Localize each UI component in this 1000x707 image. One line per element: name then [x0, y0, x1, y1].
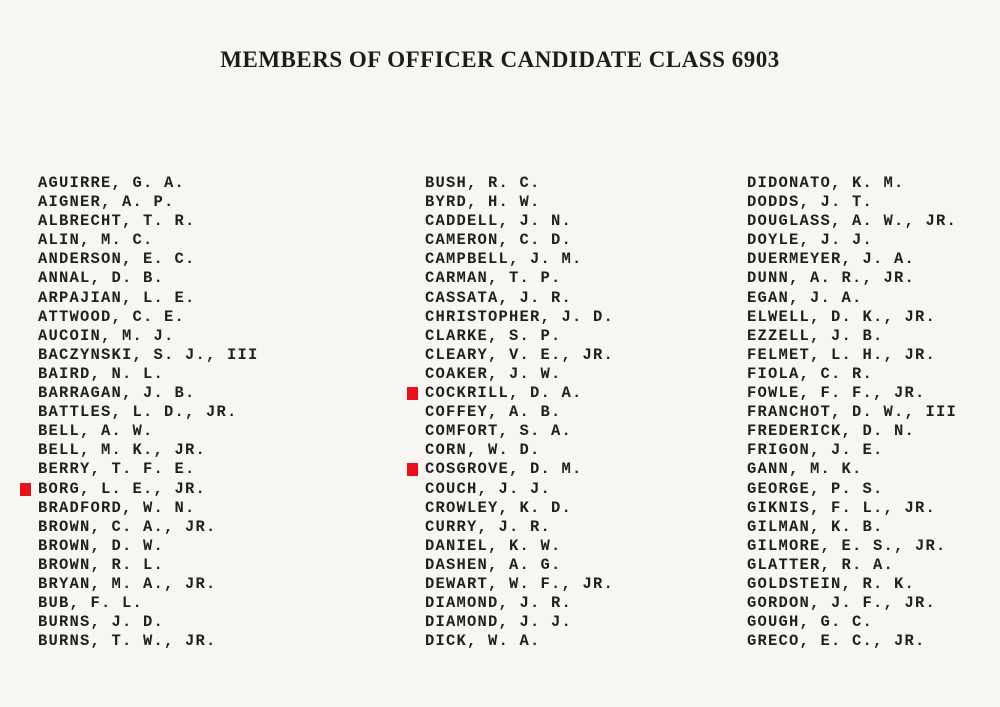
- member-name: GILMORE, E. S., JR.: [747, 536, 947, 555]
- member-name: BATTLES, L. D., JR.: [38, 403, 238, 422]
- member-name: FELMET, L. H., JR.: [747, 345, 937, 364]
- member-name: BURNS, J. D.: [38, 613, 165, 632]
- member-name: ARPAJIAN, L. E.: [38, 288, 196, 307]
- member-name: COFFEY, A. B.: [425, 403, 562, 422]
- member-name: ALIN, M. C.: [38, 231, 154, 250]
- member-name: BROWN, C. A., JR.: [38, 517, 217, 536]
- member-name: AGUIRRE, G. A.: [38, 174, 186, 192]
- member-name: FRANCHOT, D. W., III: [747, 403, 958, 422]
- member-name: BARRAGAN, J. B.: [38, 384, 196, 403]
- member-name: BRYAN, M. A., JR.: [38, 574, 217, 593]
- member-name: COUCH, J. J.: [425, 479, 552, 498]
- member-name: COMFORT, S. A.: [425, 422, 573, 441]
- member-name: GILMAN, K. B.: [747, 517, 884, 536]
- member-name: COAKER, J. W.: [425, 364, 562, 383]
- member-name: DIAMOND, J. R.: [425, 594, 573, 613]
- member-column-1: [38, 174, 259, 651]
- member-name: GOLDSTEIN, R. K.: [747, 574, 916, 593]
- member-name: BROWN, D. W.: [38, 536, 165, 555]
- member-name: COSGROVE, D. M.: [425, 460, 614, 479]
- member-name: CLARKE, S. P.: [425, 326, 562, 345]
- member-name: GLATTER, R. A.: [747, 555, 895, 574]
- member-name: EZZELL, J. B.: [747, 326, 884, 345]
- member-name: AUCOIN, M. J.: [38, 326, 175, 345]
- member-name: ANNAL, D. B.: [38, 269, 165, 288]
- red-marker: [407, 387, 418, 400]
- member-name: DASHEN, A. G.: [425, 555, 562, 574]
- member-name: CAMPBELL, J. M.: [425, 250, 583, 269]
- member-name: BROWN, R. L.: [38, 555, 165, 574]
- member-name: CARMAN, T. P.: [425, 269, 562, 288]
- member-column-3: [747, 174, 957, 651]
- member-name: EGAN, J. A.: [747, 288, 863, 307]
- member-name: BURNS, T. W., JR.: [38, 632, 217, 651]
- member-name: DOYLE, J. J.: [747, 231, 874, 250]
- member-name: CHRISTOPHER, J. D.: [425, 307, 615, 326]
- member-name: CASSATA, J. R.: [425, 288, 573, 307]
- member-name: GEORGE, P. S.: [747, 479, 884, 498]
- member-name: BACZYNSKI, S. J., III: [38, 345, 259, 364]
- member-name: BUSH, R. C.: [425, 174, 541, 192]
- member-name: DANIEL, K. W.: [425, 536, 562, 555]
- member-name: CROWLEY, K. D.: [425, 498, 573, 517]
- member-name: ELWELL, D. K., JR.: [747, 307, 937, 326]
- member-name: DEWART, W. F., JR.: [425, 574, 615, 593]
- member-name: FREDERICK, D. N.: [747, 422, 916, 441]
- member-name: ANDERSON, E. C.: [38, 250, 196, 269]
- member-name: FRIGON, J. E.: [747, 441, 884, 460]
- member-name: DUERMEYER, J. A.: [747, 250, 916, 269]
- member-name: BELL, A. W.: [38, 422, 154, 441]
- member-name: GIKNIS, F. L., JR.: [747, 498, 937, 517]
- member-name: AIGNER, A. P.: [38, 193, 175, 212]
- member-name: DIDONATO, K. M.: [747, 174, 905, 192]
- member-name: DIAMOND, J. J.: [425, 613, 573, 632]
- red-marker: [407, 463, 418, 476]
- member-name: GORDON, J. F., JR.: [747, 594, 937, 613]
- red-marker: [20, 483, 31, 496]
- member-name: ALBRECHT, T. R.: [38, 212, 196, 231]
- member-name: BELL, M. K., JR.: [38, 441, 207, 460]
- member-name: GOUGH, G. C.: [747, 613, 874, 632]
- member-name: BERRY, T. F. E.: [38, 460, 196, 479]
- member-name: GANN, M. K.: [747, 460, 863, 479]
- member-name: FOWLE, F. F., JR.: [747, 384, 926, 403]
- member-name: CURRY, J. R.: [425, 517, 552, 536]
- member-name: DUNN, A. R., JR.: [747, 269, 916, 288]
- member-name: BUB, F. L.: [38, 594, 144, 613]
- member-name: GRECO, E. C., JR.: [747, 632, 926, 651]
- member-name: BYRD, H. W.: [425, 193, 541, 212]
- member-name: BRADFORD, W. N.: [38, 498, 196, 517]
- member-name: CAMERON, C. D.: [425, 231, 573, 250]
- member-name: CADDELL, J. N.: [425, 212, 573, 231]
- member-column-2: [425, 174, 614, 651]
- member-name: FIOLA, C. R.: [747, 364, 874, 383]
- member-name: BORG, L. E., JR.: [38, 480, 259, 499]
- page-title: MEMBERS OF OFFICER CANDIDATE CLASS 6903: [220, 47, 780, 73]
- member-name: CORN, W. D.: [425, 441, 541, 460]
- member-name: CLEARY, V. E., JR.: [425, 345, 615, 364]
- member-name: DODDS, J. T.: [747, 193, 874, 212]
- member-name: DICK, W. A.: [425, 632, 541, 651]
- member-name: BAIRD, N. L.: [38, 364, 165, 383]
- member-name: COCKRILL, D. A.: [425, 384, 614, 403]
- member-name: ATTWOOD, C. E.: [38, 307, 186, 326]
- member-name: DOUGLASS, A. W., JR.: [747, 212, 958, 231]
